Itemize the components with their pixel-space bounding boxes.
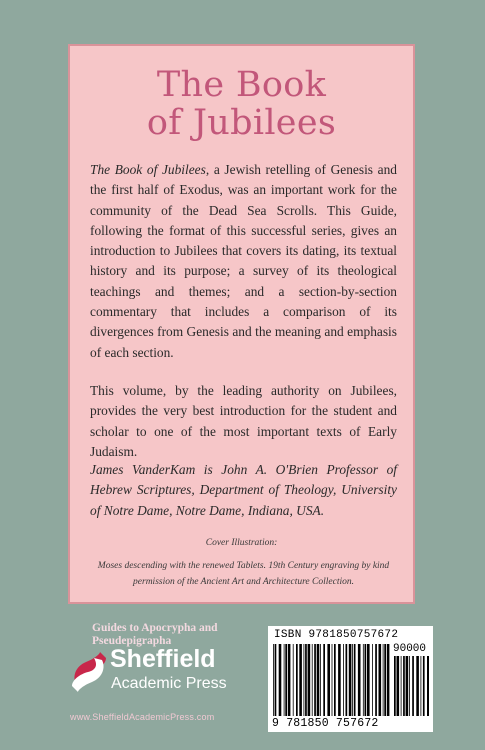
publisher-name: Sheffield bbox=[110, 645, 216, 673]
barcode-bar bbox=[349, 644, 352, 716]
barcode-bar bbox=[363, 644, 364, 716]
barcode-bar bbox=[338, 644, 341, 716]
barcode-bar bbox=[314, 644, 316, 716]
barcode-bar bbox=[427, 656, 429, 716]
barcode-bar bbox=[394, 656, 396, 716]
addon-barcode-bars bbox=[393, 656, 429, 716]
barcode-bar bbox=[375, 644, 377, 716]
barcode-bar bbox=[327, 644, 330, 716]
barcode-bar bbox=[365, 644, 367, 716]
back-cover-panel bbox=[68, 44, 415, 604]
barcode-bar bbox=[383, 644, 384, 716]
barcode-bar bbox=[354, 644, 356, 716]
barcode-bar bbox=[288, 644, 291, 716]
isbn-label: ISBN 9781850757672 bbox=[274, 629, 399, 641]
description-paragraph-1-text: , a Jewish retelling of Genesis and the first half of Exodus, was an important work for the community of the Dead Sea Scrolls. This Guide, following the format of this successful series, gives an introduction to Jubilees that covers its dating, its textual history and its purpose; a survey of its theological teachings and themes; and a section-by-section commentary that includes a comparison of its divergences from Genesis and the meaning and emphasis of each section. bbox=[90, 162, 397, 360]
description-paragraph-2: This volume, by the leading authority on Jubilees, provides the very best introduction for the student and scholar to one of the most important texts of Early Judaism. bbox=[90, 383, 397, 459]
barcode-bar bbox=[284, 644, 285, 716]
ean-number: 9 781850 757672 bbox=[272, 717, 379, 730]
barcode-bar bbox=[275, 644, 277, 716]
barcode-bar bbox=[401, 656, 402, 716]
barcode-bar bbox=[372, 644, 373, 716]
barcode-bar bbox=[367, 644, 370, 716]
barcode-bar bbox=[406, 656, 409, 716]
barcode-bar bbox=[384, 644, 386, 716]
barcode bbox=[268, 626, 433, 732]
barcode-bar bbox=[403, 656, 405, 716]
barcode-bar bbox=[273, 644, 274, 716]
barcode-bar bbox=[346, 644, 348, 716]
barcode-bar bbox=[343, 644, 344, 716]
cover-illustration-caption: Moses descending with the renewed Tablets. 19th Century engraving by kind permission of the Ancient Art and Architecture Collection. bbox=[97, 561, 390, 587]
description-paragraph-1 bbox=[90, 160, 397, 363]
barcode-bar bbox=[421, 656, 422, 716]
addon-number: 90000 bbox=[393, 643, 427, 655]
barcode-bar bbox=[304, 644, 305, 716]
publisher-url[interactable]: www.SheffieldAcademicPress.com bbox=[70, 712, 215, 722]
barcode-bar bbox=[305, 644, 307, 716]
barcode-bar bbox=[416, 656, 419, 716]
barcode-bar bbox=[296, 644, 298, 716]
publisher-subtitle: Academic Press bbox=[111, 675, 227, 692]
barcode-bar bbox=[334, 644, 336, 716]
barcode-bar bbox=[299, 644, 302, 716]
barcode-bar bbox=[332, 644, 333, 716]
barcode-bar bbox=[320, 644, 321, 716]
barcode-bar bbox=[312, 644, 313, 716]
barcode-bar bbox=[379, 644, 382, 716]
barcode-bar bbox=[293, 644, 294, 716]
barcode-bar bbox=[323, 644, 325, 716]
series-line-1: Guides to Apocrypha and bbox=[92, 622, 218, 634]
barcode-bar bbox=[308, 644, 311, 716]
barcode-bar bbox=[317, 644, 320, 716]
barcode-bar bbox=[279, 644, 282, 716]
book-title-line-1: The Book bbox=[156, 65, 327, 105]
book-title-line-2: of Jubilees bbox=[146, 103, 337, 143]
barcode-bar bbox=[358, 644, 361, 716]
barcode-bar bbox=[423, 656, 425, 716]
ean-barcode-bars bbox=[272, 644, 390, 716]
series-line-2: Pseudepigrapha bbox=[92, 635, 172, 647]
barcode-bar bbox=[352, 644, 353, 716]
barcode-bar bbox=[387, 644, 390, 716]
barcode-bar bbox=[397, 656, 400, 716]
barcode-bar bbox=[409, 656, 410, 716]
barcode-bar bbox=[285, 644, 287, 716]
book-title-italic: The Book of Jubilees bbox=[90, 162, 206, 177]
cover-illustration-label: Cover Illustration: bbox=[205, 538, 278, 548]
author-bio: James VanderKam is John A. O'Brien Professor of Hebrew Scriptures, Department of Theology, University of Notre Dame, Notre Dame, Indiana, USA. bbox=[90, 462, 397, 518]
barcode-bar bbox=[412, 656, 414, 716]
sheffield-logo-icon bbox=[70, 652, 108, 692]
